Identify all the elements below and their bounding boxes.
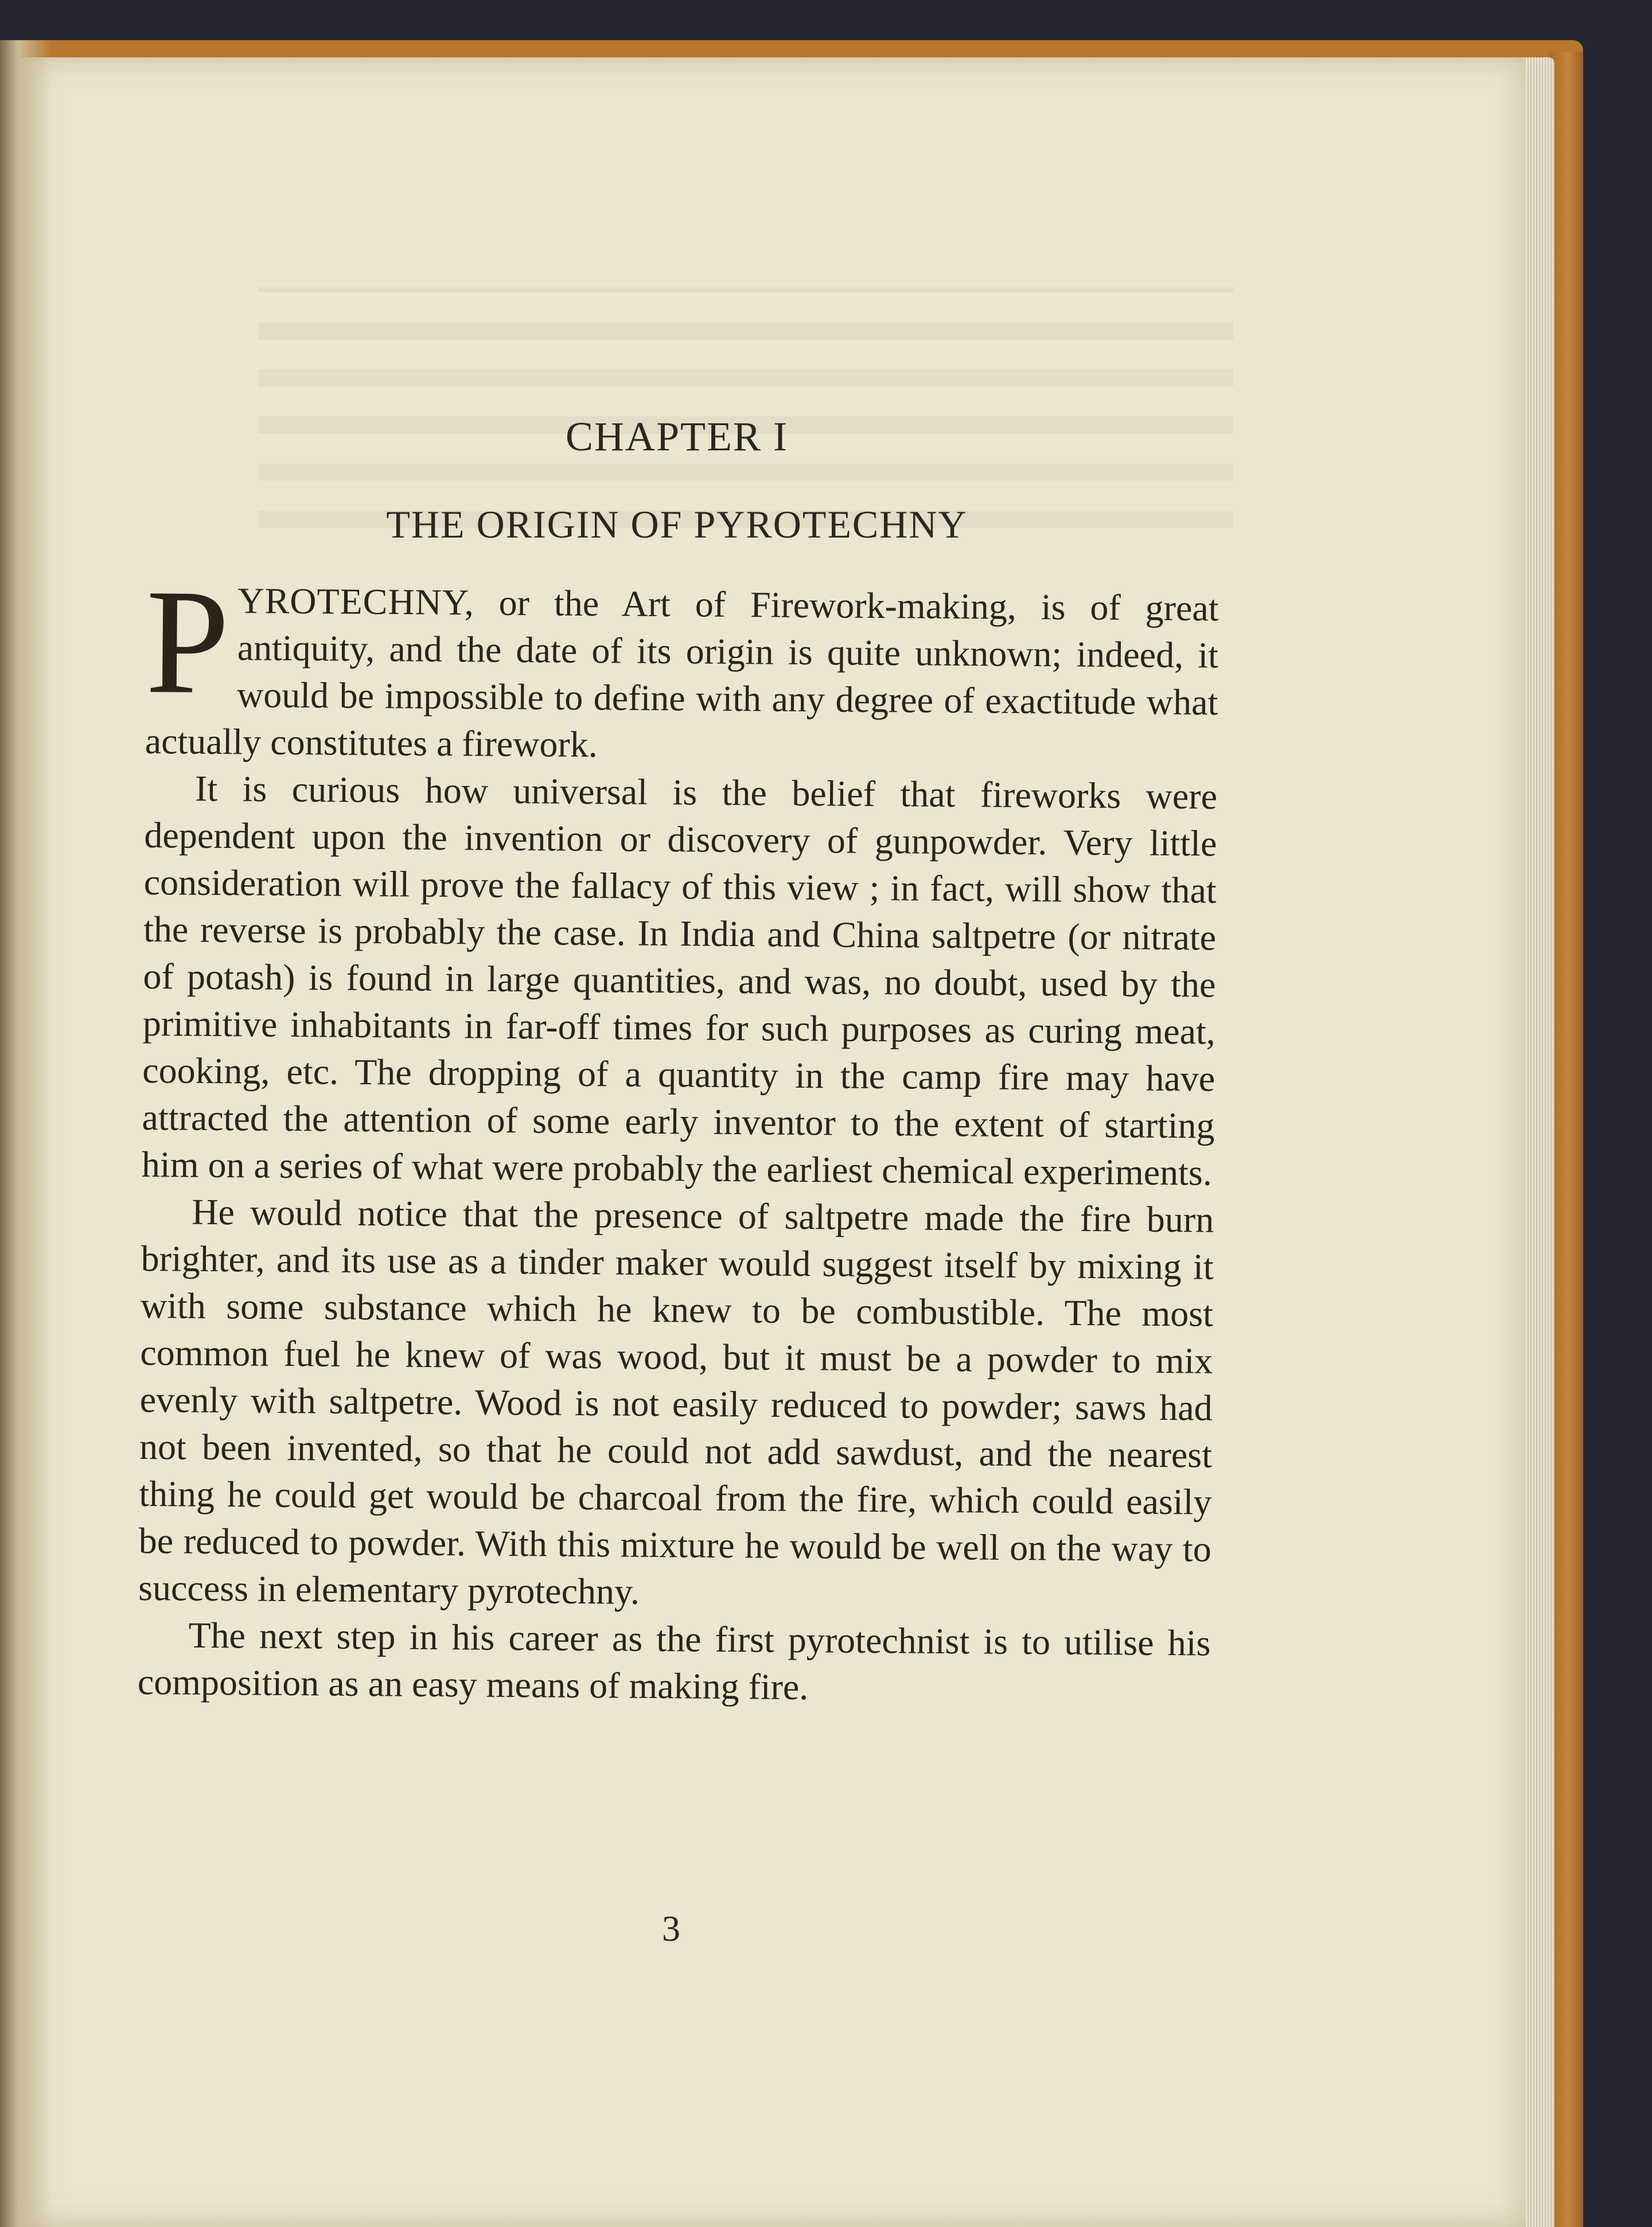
paragraph-1 [145, 558, 1219, 773]
paragraph-4: The next step in his career as the first pyrotechnist is to utilise his composition as an easy means of making fire. [137, 1614, 1211, 1708]
chapter-number: CHAPTER I [565, 414, 789, 460]
body-text [137, 558, 1219, 1714]
page-content [11, 57, 1526, 2227]
drop-cap: P [145, 558, 230, 726]
book-page [11, 57, 1526, 2227]
spine-shadow [0, 40, 52, 2227]
paragraph-3: He would notice that the presence of saltpetre made the fire burn brighter, and its use as a tinder maker would suggest itself by mixing it with some substance which he knew to be combustible. The most common fuel he knew of was wood, but it must be a powder to mix evenly with saltpetre. Wood is not easily reduced to powder; saws had not been invented, so that he could not add sawdust, and the nearest thing he could get would be charcoal from the fire, which could easily be reduced to powder. With this mixture he would be well on the way to success in elementary pyrotechny. [138, 1191, 1214, 1612]
page-number: 3 [662, 1908, 680, 1949]
paragraph-1-text: or the Art of Firework-making, is of great antiquity, and the date of its origin is quite unknown; indeed, it would be impossible to define with any degree of exactitude what actually constitutes a firework. [145, 582, 1219, 765]
paragraph-2: It is curious how universal is the belief that fireworks were dependent upon the invention or discovery of gunpowder. Very little consideration will prove the fallacy of this view ; in fact, will show that the reverse is probably the case. In India and China saltpetre (or nitrate of potash) is found in large quantities, and was, no doubt, used by the primitive inhabitants in far-off times for such purposes as curing meat, cooking, etc. The dropping of a quantity in the camp fire may have attracted the attention of some early inventor to the extent of starting him on a series of what were probably the earliest chemical experiments. [141, 768, 1218, 1193]
show-through-text [258, 287, 1233, 528]
chapter-title: THE ORIGIN OF PYROTECHNY [386, 503, 968, 546]
paragraph-1-lead: YROTECHNY, [237, 580, 475, 623]
